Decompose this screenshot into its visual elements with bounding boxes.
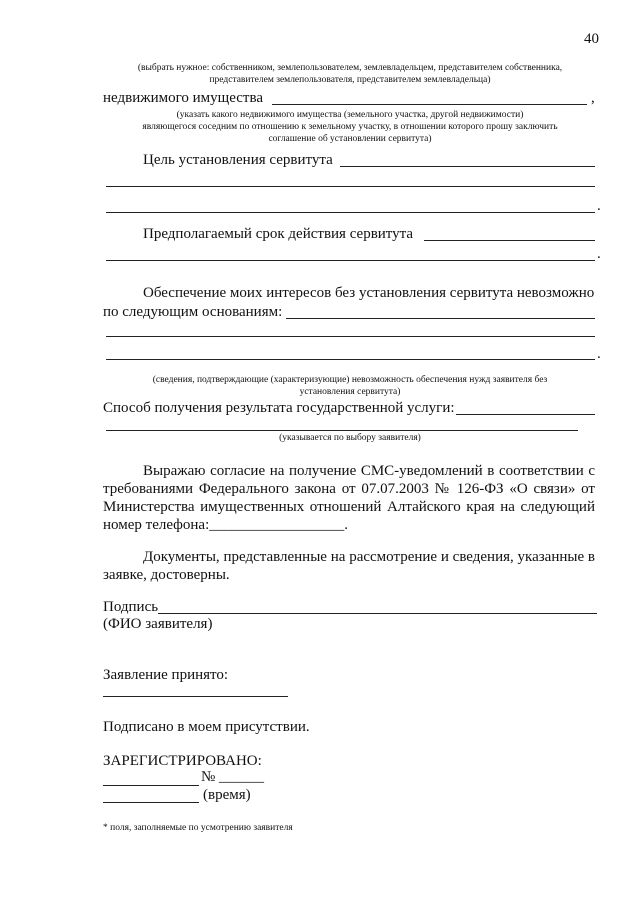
grounds-hint2: установления сервитута) — [299, 387, 401, 397]
signature-fio: (ФИО заявителя) — [103, 616, 213, 632]
registered-time-field[interactable] — [103, 802, 199, 803]
result-field-2[interactable] — [106, 430, 578, 431]
sms-line3: Министерства имущественных отношений Алтайского края на следующий — [103, 499, 595, 515]
property-hint1: (указать какого недвижимого имущества (земельного участка, другой недвижимости) — [176, 110, 524, 120]
grounds-hint1: (сведения, подтверждающие (характеризующие) невозможность обеспечения нужд заявителя без — [152, 375, 548, 385]
grounds-field-2[interactable] — [106, 336, 595, 337]
registered-time: (время) — [203, 787, 251, 803]
property-comma: , — [591, 90, 595, 106]
property-hint2: являющегося соседним по отношению к земельному участку, в отношении которого прошу заключить — [142, 122, 558, 132]
docs-line2: заявке, достоверны. — [103, 567, 230, 583]
term-field-2[interactable] — [106, 260, 595, 261]
purpose-field-1[interactable] — [340, 166, 595, 167]
property-label: недвижимого имущества — [103, 90, 263, 106]
purpose-field-2[interactable] — [106, 186, 595, 187]
choose-note-line2: представителем землепользователя, представителем землевладельца) — [209, 75, 491, 85]
term-field-1[interactable] — [424, 240, 595, 241]
purpose-end: . — [597, 198, 601, 214]
grounds-line2: по следующим основаниям: — [103, 304, 283, 320]
signed-label: Подписано в моем присутствии. — [103, 719, 310, 735]
docs-line1: Документы, представленные на рассмотрение и сведения, указанные в — [143, 549, 595, 565]
sms-line4: номер телефона:__________________. — [103, 517, 349, 533]
property-hint3: соглашение об установлении сервитута) — [268, 134, 432, 144]
page-number: 40 — [584, 31, 599, 47]
accepted-label: Заявление принято: — [103, 667, 229, 683]
choose-note-line1: (выбрать нужное: собственником, землепользователем, землевладельцем, представителем собственника, — [137, 63, 563, 73]
purpose-field-3[interactable] — [106, 212, 595, 213]
footnote: * поля, заполняемые по усмотрению заявителя — [103, 823, 293, 833]
grounds-field-3[interactable] — [106, 359, 595, 360]
result-label: Способ получения результата государственной услуги: — [103, 400, 455, 416]
grounds-line1: Обеспечение моих интересов без установления сервитута невозможно — [143, 285, 595, 301]
registered-label: ЗАРЕГИСТРИРОВАНО: — [103, 753, 262, 769]
grounds-end: . — [597, 346, 601, 362]
result-field-1[interactable] — [456, 414, 595, 415]
registered-number: № ______ — [201, 769, 265, 785]
accepted-field[interactable] — [103, 696, 288, 697]
term-label: Предполагаемый срок действия сервитута — [143, 226, 414, 242]
purpose-label: Цель установления сервитута — [143, 152, 333, 168]
signature-field[interactable] — [158, 613, 597, 614]
sms-line1: Выражаю согласие на получение СМС-уведомлений в соответствии с — [143, 463, 595, 479]
signature-label: Подпись — [103, 599, 159, 615]
result-hint: (указывается по выбору заявителя) — [279, 433, 421, 443]
term-end: . — [597, 246, 601, 262]
registered-date-field[interactable] — [103, 785, 199, 786]
sms-line2: требованиями Федерального закона от 07.07.2003 № 126-ФЗ «О связи» от — [103, 481, 595, 497]
grounds-field-1[interactable] — [286, 318, 595, 319]
property-field[interactable] — [272, 104, 587, 105]
